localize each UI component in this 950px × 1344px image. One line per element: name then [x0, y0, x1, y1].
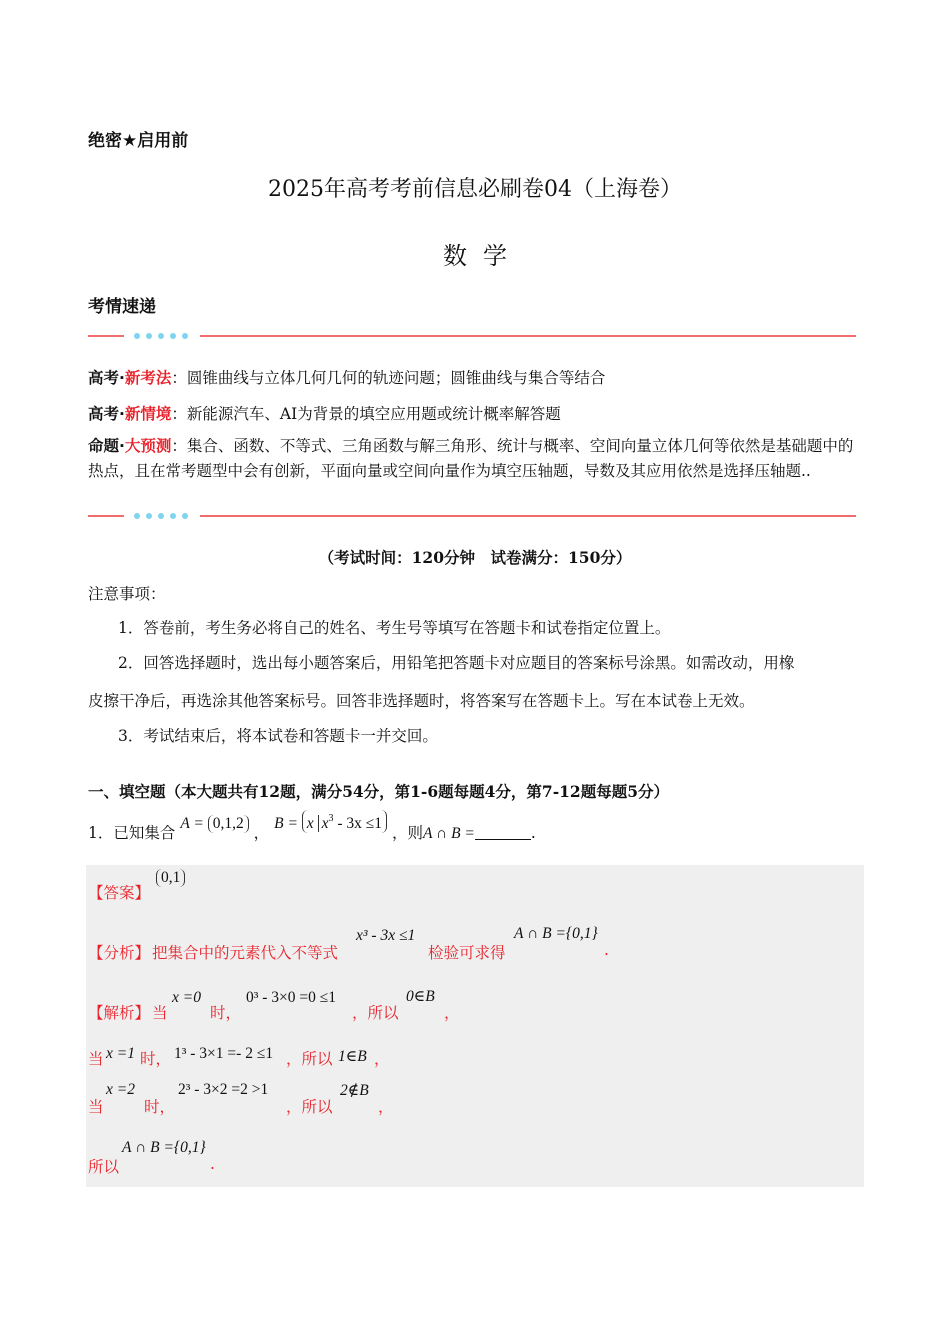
- notice-item-2: 2．回答选择题时，选出每小题答案后，用铅笔把答题卡对应题目的答案标号涂黑。如需改动，用橡: [118, 654, 795, 672]
- item-text: ：集合、函数、不等式、三角函数与解三角形、统计与概率、空间向量立体几何等依然是基础题中的热点，且在常考题型中会有创新，平面向量或空间向量作为填空压轴题，导数及其应用依然是选择压轴题..: [88, 437, 854, 480]
- set-a-name: A =: [180, 815, 204, 832]
- detail-label: 【解析】: [88, 1004, 151, 1022]
- item-label-highlight: 新考法: [124, 369, 172, 387]
- detail-result-1: 0∈B: [406, 988, 435, 1005]
- document-title: 2025年高考考前信息必刷卷04（上海卷）: [268, 177, 682, 202]
- comma: ，: [253, 824, 270, 842]
- exam-info-item-new-method: [88, 366, 605, 388]
- set-b-name: B =: [274, 815, 298, 832]
- analysis-text-2: 检验可求得: [428, 944, 506, 962]
- item-label: 命题·: [88, 437, 125, 455]
- section-title-exam-info: 考情速递: [88, 297, 156, 317]
- question-prefix: 1．已知集合: [88, 824, 176, 842]
- notice-item-2-continued: 皮擦干净后，再选涂其他答案标号。回答非选择题时，将答案写在答题卡上。写在本试卷上无效。: [88, 692, 755, 710]
- analysis-math-2: A ∩ B ={0,1}: [514, 925, 598, 942]
- notice-item-1: 1．答卷前，考生务必将自己的姓名、考生号等填写在答题卡和试卷指定位置上。: [118, 619, 671, 637]
- detail-result-2: 1∈B: [338, 1048, 367, 1065]
- detail-when-1: 当: [152, 1004, 168, 1022]
- notice-item-3: 3．考试结束后，将本试卷和答题卡一并交回。: [118, 727, 438, 745]
- set-a-content: 0,1,2: [212, 815, 244, 832]
- analysis-label: 【分析】: [88, 944, 151, 962]
- section-heading-fill-in: 一、填空题（本大题共有12题，满分54分，第1-6题每题4分，第7-12题每题5分）: [88, 782, 670, 801]
- item-label-highlight: 新情境: [124, 405, 172, 423]
- detail-end-3: ，: [378, 1098, 394, 1116]
- exam-time-info: （考试时间：120分钟 试卷满分：150分）: [318, 548, 632, 567]
- decorative-divider-bottom: [88, 510, 856, 522]
- detail-result-final: A ∩ B ={0,1}: [122, 1139, 206, 1156]
- answer-blank: [475, 825, 531, 840]
- detail-result-3: 2∉B: [340, 1082, 369, 1099]
- exam-info-item-prediction: [88, 434, 863, 484]
- decorative-divider-top: [88, 330, 856, 342]
- detail-calc-1: 0³ - 3×0 =0 ≤1: [246, 989, 337, 1006]
- set-b-var: x: [306, 815, 314, 832]
- detail-so-3: ，所以: [286, 1098, 333, 1116]
- detail-shi-3: 时，: [144, 1098, 176, 1116]
- analysis-math-1: x³ - 3x ≤1: [356, 927, 416, 944]
- detail-so-1: ，所以: [352, 1004, 399, 1022]
- item-label: 高考·: [88, 369, 125, 387]
- item-label-highlight: 大预测: [124, 437, 172, 455]
- set-b-braces: [302, 810, 387, 833]
- solution-box: [86, 865, 864, 1187]
- item-text: ：新能源汽车、AI为背景的填空应用题或统计概率解答题: [171, 405, 561, 423]
- detail-calc-2: 1³ - 3×1 =- 2 ≤1: [174, 1045, 274, 1062]
- analysis-text-1: 把集合中的元素代入不等式: [152, 944, 339, 962]
- detail-end-1: ，: [444, 1004, 460, 1022]
- set-a: [180, 815, 248, 832]
- detail-calc-3: 2³ - 3×2 =2 >1: [178, 1081, 269, 1098]
- detail-cond-1: x =0: [172, 989, 201, 1006]
- notice-title: 注意事项：: [88, 585, 166, 603]
- detail-cond-2: x =1: [106, 1045, 135, 1062]
- detail-shi-1: 时，: [210, 1004, 242, 1022]
- detail-shi-2: 时，: [140, 1050, 172, 1068]
- intersection-expr: A ∩ B =: [422, 825, 475, 842]
- item-label: 高考·: [88, 405, 125, 423]
- answer-label: 【答案】: [88, 884, 151, 902]
- set-a-braces: [208, 815, 249, 833]
- cond-var: x: [321, 815, 329, 832]
- detail-cond-3: x =2: [106, 1081, 135, 1098]
- exam-info-item-new-scenario: [88, 402, 561, 424]
- confidential-label: 绝密★启用前: [88, 131, 189, 151]
- detail-so-final: 所以: [88, 1158, 120, 1176]
- then-text: ，则: [391, 824, 423, 842]
- cond-exponent: 3: [328, 813, 334, 824]
- detail-when-2: 当: [88, 1050, 104, 1068]
- detail-end-final: .: [210, 1155, 215, 1173]
- detail-end-2: ，: [374, 1050, 390, 1068]
- answer-value: [156, 869, 185, 887]
- set-b-condition: [318, 815, 382, 832]
- cond-rest: - 3x ≤1: [333, 815, 382, 832]
- detail-when-3: 当: [88, 1098, 104, 1116]
- analysis-end: .: [604, 941, 609, 959]
- answer-set-braces: [156, 869, 185, 887]
- detail-so-2: ，所以: [286, 1050, 333, 1068]
- set-b: [274, 815, 387, 832]
- answer-set-content: 0,1: [161, 869, 181, 886]
- question-1: 1．已知集合 A = 0,1,2 ， B = x $x^3 - 3x \le 1$ ，则A ∩ B = .: [88, 820, 536, 843]
- item-text: ：圆锥曲线与立体几何几何的轨迹问题；圆锥曲线与集合等结合: [171, 369, 606, 387]
- subject-title: 数学: [443, 242, 523, 270]
